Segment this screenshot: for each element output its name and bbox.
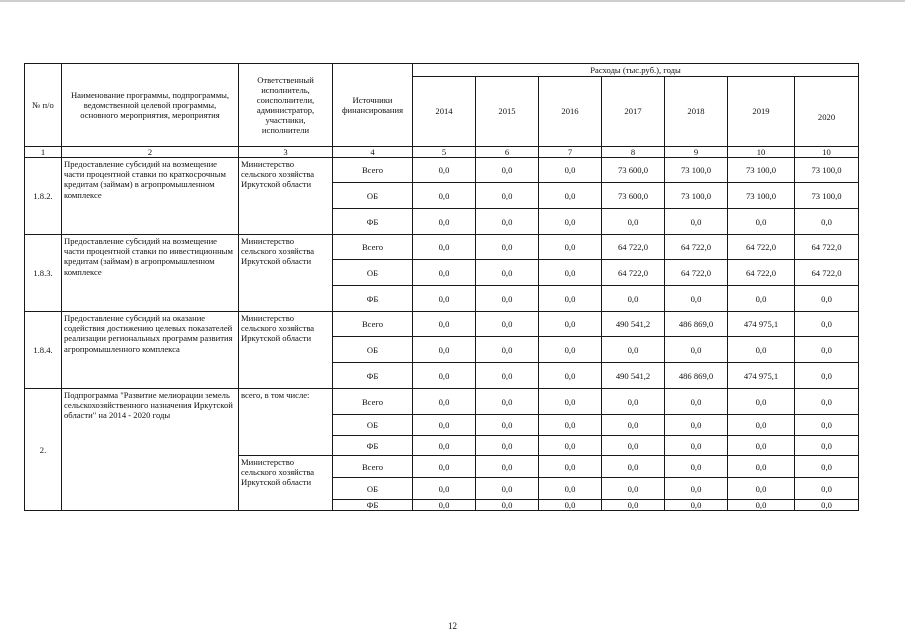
column-numbering-row bbox=[25, 147, 859, 158]
funding-source: ОБ bbox=[333, 415, 413, 436]
column-number: 3 bbox=[239, 147, 333, 158]
column-number: 8 bbox=[602, 147, 665, 158]
responsible-executor: Министерство сельского хозяйства Иркутской области bbox=[239, 312, 333, 389]
amount-cell: 0,0 bbox=[602, 389, 665, 415]
amount-cell: 0,0 bbox=[476, 363, 539, 389]
amount-cell: 64 722,0 bbox=[602, 235, 665, 260]
amount-cell: 0,0 bbox=[539, 312, 602, 337]
funding-source: ФБ bbox=[333, 436, 413, 456]
header-number: № п/о bbox=[25, 64, 62, 147]
row-number: 1.8.2. bbox=[25, 158, 62, 235]
column-number: 10 bbox=[795, 147, 859, 158]
amount-cell: 0,0 bbox=[476, 183, 539, 209]
amount-cell: 0,0 bbox=[413, 209, 476, 235]
amount-cell: 64 722,0 bbox=[728, 235, 795, 260]
amount-cell: 0,0 bbox=[413, 260, 476, 286]
amount-cell: 0,0 bbox=[476, 478, 539, 500]
amount-cell: 64 722,0 bbox=[795, 235, 859, 260]
amount-cell: 0,0 bbox=[728, 415, 795, 436]
amount-cell: 0,0 bbox=[539, 183, 602, 209]
amount-cell: 0,0 bbox=[665, 286, 728, 312]
amount-cell: 0,0 bbox=[602, 415, 665, 436]
amount-cell: 0,0 bbox=[539, 158, 602, 183]
amount-cell: 0,0 bbox=[413, 183, 476, 209]
amount-cell: 0,0 bbox=[476, 312, 539, 337]
amount-cell: 0,0 bbox=[728, 286, 795, 312]
amount-cell: 0,0 bbox=[413, 456, 476, 478]
table-row bbox=[25, 312, 859, 337]
funding-source: Всего bbox=[333, 312, 413, 337]
amount-cell: 0,0 bbox=[795, 415, 859, 436]
amount-cell: 0,0 bbox=[413, 436, 476, 456]
amount-cell: 0,0 bbox=[476, 209, 539, 235]
amount-cell: 0,0 bbox=[413, 415, 476, 436]
responsible-executor: Министерство сельского хозяйства Иркутской области bbox=[239, 158, 333, 235]
funding-source: ОБ bbox=[333, 478, 413, 500]
amount-cell: 486 869,0 bbox=[665, 363, 728, 389]
amount-cell: 64 722,0 bbox=[665, 235, 728, 260]
subprogram-name: Подпрограмма "Развитие мелиорации земель сельскохозяйственного назначения Иркутской области" на 2014 - 2020 годы bbox=[62, 389, 239, 511]
amount-cell: 0,0 bbox=[665, 478, 728, 500]
funding-source: Всего bbox=[333, 389, 413, 415]
funding-source: ФБ bbox=[333, 500, 413, 511]
amount-cell: 0,0 bbox=[413, 158, 476, 183]
amount-cell: 0,0 bbox=[476, 389, 539, 415]
amount-cell: 0,0 bbox=[795, 500, 859, 511]
amount-cell: 0,0 bbox=[665, 456, 728, 478]
amount-cell: 64 722,0 bbox=[728, 260, 795, 286]
header-source: Источники финансирования bbox=[333, 64, 413, 147]
amount-cell: 486 869,0 bbox=[665, 312, 728, 337]
amount-cell: 0,0 bbox=[476, 260, 539, 286]
header-year: 2014 bbox=[413, 77, 476, 147]
page-number: 12 bbox=[448, 621, 457, 631]
header-program-name: Наименование программы, подпрограммы, ведомственной целевой программы, основного мероприятия, мероприятия bbox=[62, 64, 239, 147]
row-number: 2. bbox=[25, 389, 62, 511]
amount-cell: 0,0 bbox=[413, 363, 476, 389]
column-number: 4 bbox=[333, 147, 413, 158]
header-responsible: Ответственный исполнитель, соисполнители, администратор, участники, исполнители bbox=[239, 64, 333, 147]
amount-cell: 73 100,0 bbox=[728, 158, 795, 183]
column-number: 5 bbox=[413, 147, 476, 158]
amount-cell: 0,0 bbox=[602, 209, 665, 235]
amount-cell: 0,0 bbox=[602, 286, 665, 312]
activity-name: Предоставление субсидий на возмещение части процентной ставки по инвестиционным кредитам (займам) в агропромышленном комплексе bbox=[62, 235, 239, 312]
amount-cell: 0,0 bbox=[476, 158, 539, 183]
funding-source: ОБ bbox=[333, 337, 413, 363]
amount-cell: 0,0 bbox=[665, 209, 728, 235]
table-header bbox=[25, 64, 859, 158]
amount-cell: 474 975,1 bbox=[728, 312, 795, 337]
header-year: 2020 bbox=[795, 77, 859, 147]
table-body bbox=[25, 158, 859, 511]
amount-cell: 0,0 bbox=[795, 363, 859, 389]
amount-cell: 0,0 bbox=[413, 235, 476, 260]
funding-source: ФБ bbox=[333, 363, 413, 389]
funding-source: Всего bbox=[333, 456, 413, 478]
activity-name: Предоставление субсидий на оказание содействия достижению целевых показателей реализации региональных программ развития агропромышленного комплекса bbox=[62, 312, 239, 389]
amount-cell: 73 600,0 bbox=[602, 158, 665, 183]
responsible-executor: Министерство сельского хозяйства Иркутской области bbox=[239, 235, 333, 312]
amount-cell: 0,0 bbox=[539, 209, 602, 235]
column-number: 6 bbox=[476, 147, 539, 158]
amount-cell: 0,0 bbox=[476, 456, 539, 478]
amount-cell: 0,0 bbox=[665, 415, 728, 436]
funding-source: ФБ bbox=[333, 209, 413, 235]
amount-cell: 0,0 bbox=[413, 500, 476, 511]
amount-cell: 0,0 bbox=[539, 456, 602, 478]
amount-cell: 0,0 bbox=[539, 260, 602, 286]
amount-cell: 73 100,0 bbox=[795, 158, 859, 183]
responsible-executor: Министерство сельского хозяйства Иркутской области bbox=[239, 456, 333, 511]
header-year: 2018 bbox=[665, 77, 728, 147]
amount-cell: 73 100,0 bbox=[665, 183, 728, 209]
amount-cell: 0,0 bbox=[665, 389, 728, 415]
amount-cell: 0,0 bbox=[539, 286, 602, 312]
funding-source: Всего bbox=[333, 158, 413, 183]
amount-cell: 64 722,0 bbox=[795, 260, 859, 286]
amount-cell: 0,0 bbox=[795, 456, 859, 478]
amount-cell: 0,0 bbox=[539, 363, 602, 389]
amount-cell: 0,0 bbox=[413, 312, 476, 337]
funding-source: Всего bbox=[333, 235, 413, 260]
table-row bbox=[25, 158, 859, 183]
amount-cell: 0,0 bbox=[728, 456, 795, 478]
amount-cell: 0,0 bbox=[476, 235, 539, 260]
table-row bbox=[25, 389, 859, 415]
amount-cell: 0,0 bbox=[539, 436, 602, 456]
amount-cell: 0,0 bbox=[539, 389, 602, 415]
amount-cell: 0,0 bbox=[413, 286, 476, 312]
amount-cell: 0,0 bbox=[539, 415, 602, 436]
row-number: 1.8.3. bbox=[25, 235, 62, 312]
amount-cell: 0,0 bbox=[665, 337, 728, 363]
amount-cell: 0,0 bbox=[602, 456, 665, 478]
header-year: 2015 bbox=[476, 77, 539, 147]
amount-cell: 0,0 bbox=[728, 500, 795, 511]
amount-cell: 0,0 bbox=[728, 478, 795, 500]
amount-cell: 0,0 bbox=[795, 389, 859, 415]
activity-name: Предоставление субсидий на возмещение части процентной ставки по краткосрочным кредитам (займам) в агропромышленном комплексе bbox=[62, 158, 239, 235]
funding-source: ОБ bbox=[333, 183, 413, 209]
amount-cell: 0,0 bbox=[795, 312, 859, 337]
amount-cell: 474 975,1 bbox=[728, 363, 795, 389]
amount-cell: 0,0 bbox=[539, 500, 602, 511]
amount-cell: 0,0 bbox=[476, 436, 539, 456]
amount-cell: 0,0 bbox=[795, 286, 859, 312]
amount-cell: 490 541,2 bbox=[602, 363, 665, 389]
amount-cell: 0,0 bbox=[413, 389, 476, 415]
document-sheet bbox=[24, 63, 858, 511]
amount-cell: 0,0 bbox=[539, 478, 602, 500]
amount-cell: 490 541,2 bbox=[602, 312, 665, 337]
amount-cell: 0,0 bbox=[413, 337, 476, 363]
amount-cell: 0,0 bbox=[795, 478, 859, 500]
amount-cell: 73 100,0 bbox=[665, 158, 728, 183]
row-number: 1.8.4. bbox=[25, 312, 62, 389]
amount-cell: 0,0 bbox=[602, 500, 665, 511]
amount-cell: 0,0 bbox=[728, 337, 795, 363]
amount-cell: 0,0 bbox=[602, 436, 665, 456]
amount-cell: 0,0 bbox=[476, 500, 539, 511]
funding-source: ОБ bbox=[333, 260, 413, 286]
amount-cell: 0,0 bbox=[795, 436, 859, 456]
amount-cell: 0,0 bbox=[795, 209, 859, 235]
column-number: 10 bbox=[728, 147, 795, 158]
amount-cell: 0,0 bbox=[476, 337, 539, 363]
amount-cell: 0,0 bbox=[665, 500, 728, 511]
table-row bbox=[25, 235, 859, 260]
header-year: 2017 bbox=[602, 77, 665, 147]
column-number: 9 bbox=[665, 147, 728, 158]
amount-cell: 73 100,0 bbox=[728, 183, 795, 209]
amount-cell: 73 100,0 bbox=[795, 183, 859, 209]
amount-cell: 64 722,0 bbox=[665, 260, 728, 286]
amount-cell: 0,0 bbox=[476, 286, 539, 312]
header-year: 2016 bbox=[539, 77, 602, 147]
amount-cell: 0,0 bbox=[539, 337, 602, 363]
column-number: 2 bbox=[62, 147, 239, 158]
amount-cell: 64 722,0 bbox=[602, 260, 665, 286]
header-expenses: Расходы (тыс.руб.), годы bbox=[413, 64, 859, 77]
amount-cell: 0,0 bbox=[602, 337, 665, 363]
amount-cell: 0,0 bbox=[728, 436, 795, 456]
column-number: 7 bbox=[539, 147, 602, 158]
amount-cell: 0,0 bbox=[539, 235, 602, 260]
budget-table bbox=[24, 63, 859, 511]
responsible-executor: всего, в том числе: bbox=[239, 389, 333, 456]
funding-source: ФБ bbox=[333, 286, 413, 312]
amount-cell: 0,0 bbox=[795, 337, 859, 363]
page-top-edge bbox=[0, 0, 905, 2]
amount-cell: 0,0 bbox=[413, 478, 476, 500]
header-year: 2019 bbox=[728, 77, 795, 147]
amount-cell: 0,0 bbox=[476, 415, 539, 436]
amount-cell: 0,0 bbox=[602, 478, 665, 500]
amount-cell: 0,0 bbox=[665, 436, 728, 456]
amount-cell: 0,0 bbox=[728, 389, 795, 415]
column-number: 1 bbox=[25, 147, 62, 158]
amount-cell: 0,0 bbox=[728, 209, 795, 235]
amount-cell: 73 600,0 bbox=[602, 183, 665, 209]
